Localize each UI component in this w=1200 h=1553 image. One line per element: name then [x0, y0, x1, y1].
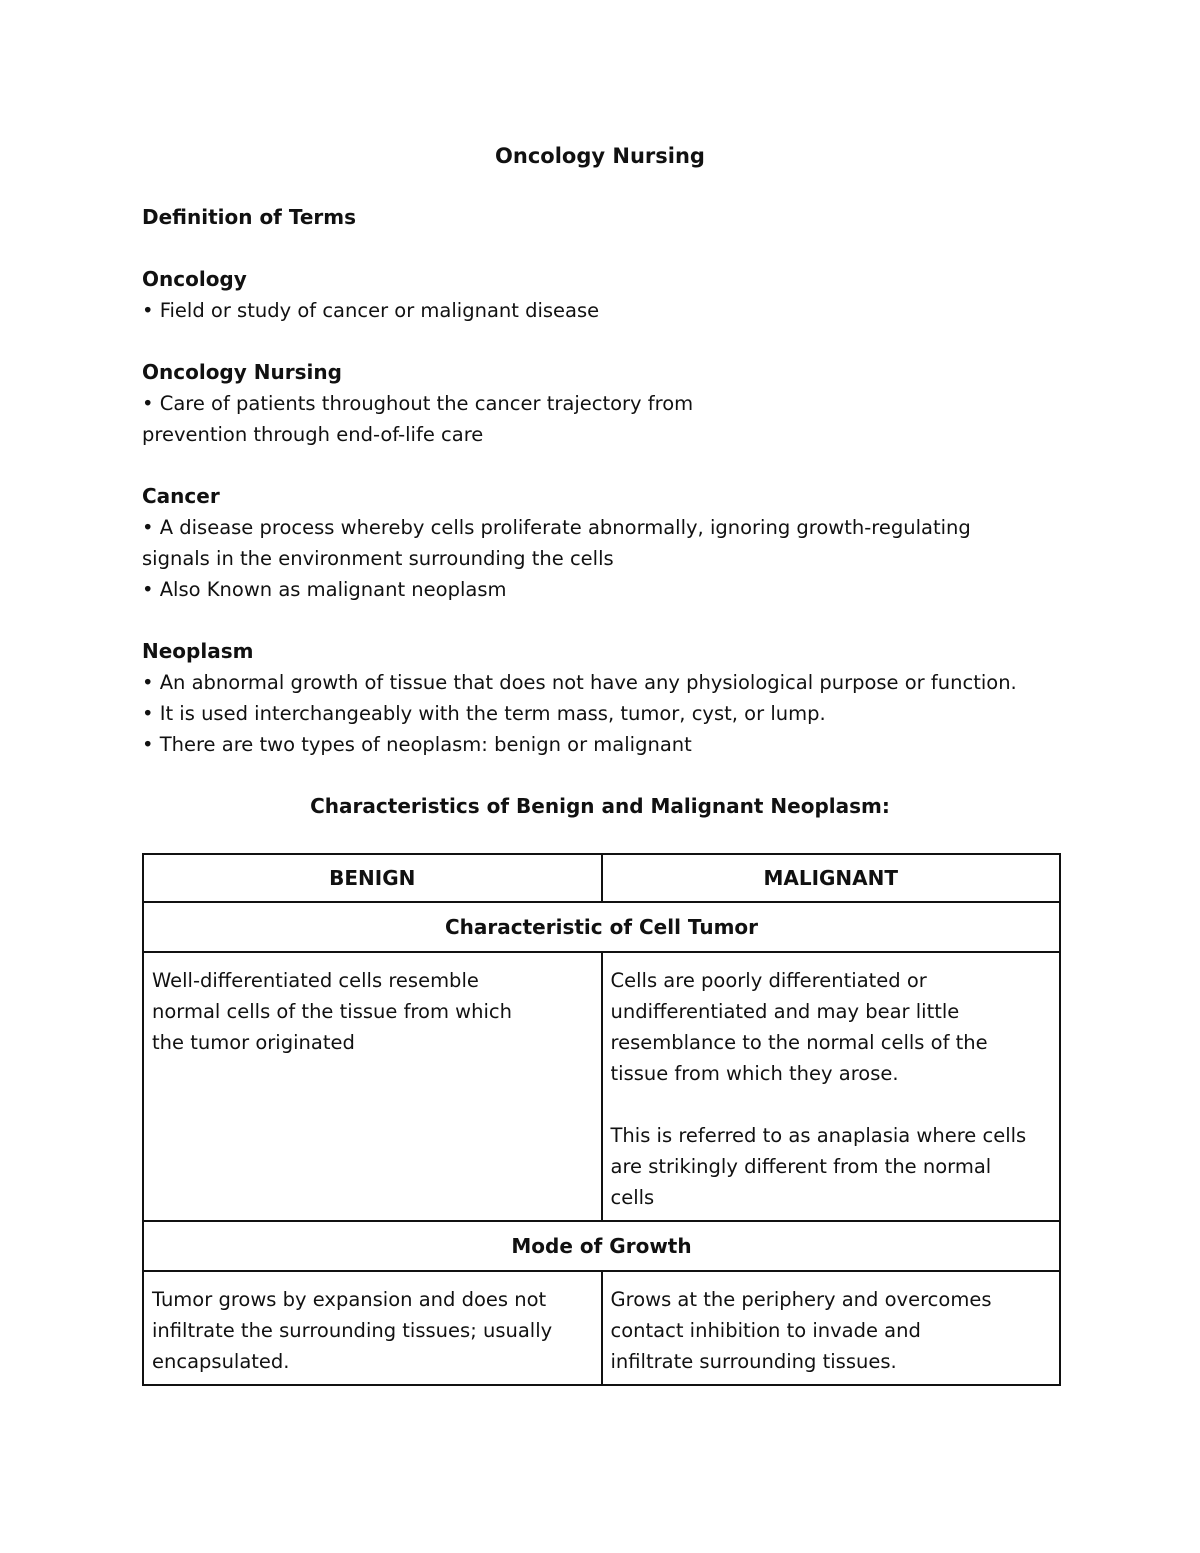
term-neoplasm: Neoplasm — [142, 639, 254, 663]
cell-line: are strikingly different from the normal — [610, 1155, 992, 1178]
table-cell-malignant — [602, 952, 1061, 1221]
section-heading: Definition of Terms — [142, 205, 357, 229]
cell-line: Tumor grows by expansion and does not — [152, 1288, 547, 1311]
term-line: • It is used interchangeably with the term mass, tumor, cyst, or lump. — [142, 702, 826, 725]
section-header-mode-of-growth: Mode of Growth — [143, 1221, 1060, 1271]
cell-line: contact inhibition to invade and — [610, 1319, 921, 1342]
term-line: signals in the environment surrounding the cells — [142, 547, 614, 570]
cell-line: resemblance to the normal cells of the — [610, 1031, 988, 1054]
cell-line: the tumor originated — [152, 1031, 355, 1054]
table-cell-benign — [143, 952, 602, 1221]
cell-line: undifferentiated and may bear little — [610, 1000, 960, 1023]
cell-line: Grows at the periphery and overcomes — [610, 1288, 992, 1311]
term-line: • A disease process whereby cells proliferate abnormally, ignoring growth-regulating — [142, 516, 971, 539]
term-oncology: Oncology — [142, 267, 247, 291]
table-cell-benign — [143, 1271, 602, 1385]
table-cell-malignant — [602, 1271, 1061, 1385]
section-header-cell-tumor: Characteristic of Cell Tumor — [143, 902, 1060, 952]
term-oncology-nursing: Oncology Nursing — [142, 360, 342, 384]
table-title: Characteristics of Benign and Malignant Neoplasm: — [310, 794, 890, 818]
term-line: • An abnormal growth of tissue that does not have any physiological purpose or function. — [142, 671, 1017, 694]
column-header-malignant: MALIGNANT — [602, 854, 1061, 902]
term-cancer: Cancer — [142, 484, 220, 508]
term-line: • Care of patients throughout the cancer trajectory from — [142, 392, 694, 415]
definitions-section — [142, 202, 1102, 760]
cell-line: infiltrate surrounding tissues. — [610, 1350, 897, 1373]
cell-line: encapsulated. — [152, 1350, 290, 1373]
cell-line: This is referred to as anaplasia where cells — [610, 1124, 1027, 1147]
cell-line: normal cells of the tissue from which — [152, 1000, 512, 1023]
document-title: Oncology Nursing — [495, 144, 705, 168]
term-line: • Field or study of cancer or malignant disease — [142, 299, 600, 322]
cell-line: cells — [610, 1186, 655, 1209]
cell-line: infiltrate the surrounding tissues; usually — [152, 1319, 553, 1342]
term-line: • Also Known as malignant neoplasm — [142, 578, 507, 601]
cell-line: Cells are poorly differentiated or — [610, 969, 927, 992]
term-line: prevention through end-of-life care — [142, 423, 484, 446]
cell-line: tissue from which they arose. — [610, 1062, 899, 1085]
column-header-benign: BENIGN — [143, 854, 602, 902]
comparison-table — [142, 853, 1061, 1386]
term-line: • There are two types of neoplasm: benign or malignant — [142, 733, 692, 756]
cell-line: Well-differentiated cells resemble — [152, 969, 479, 992]
